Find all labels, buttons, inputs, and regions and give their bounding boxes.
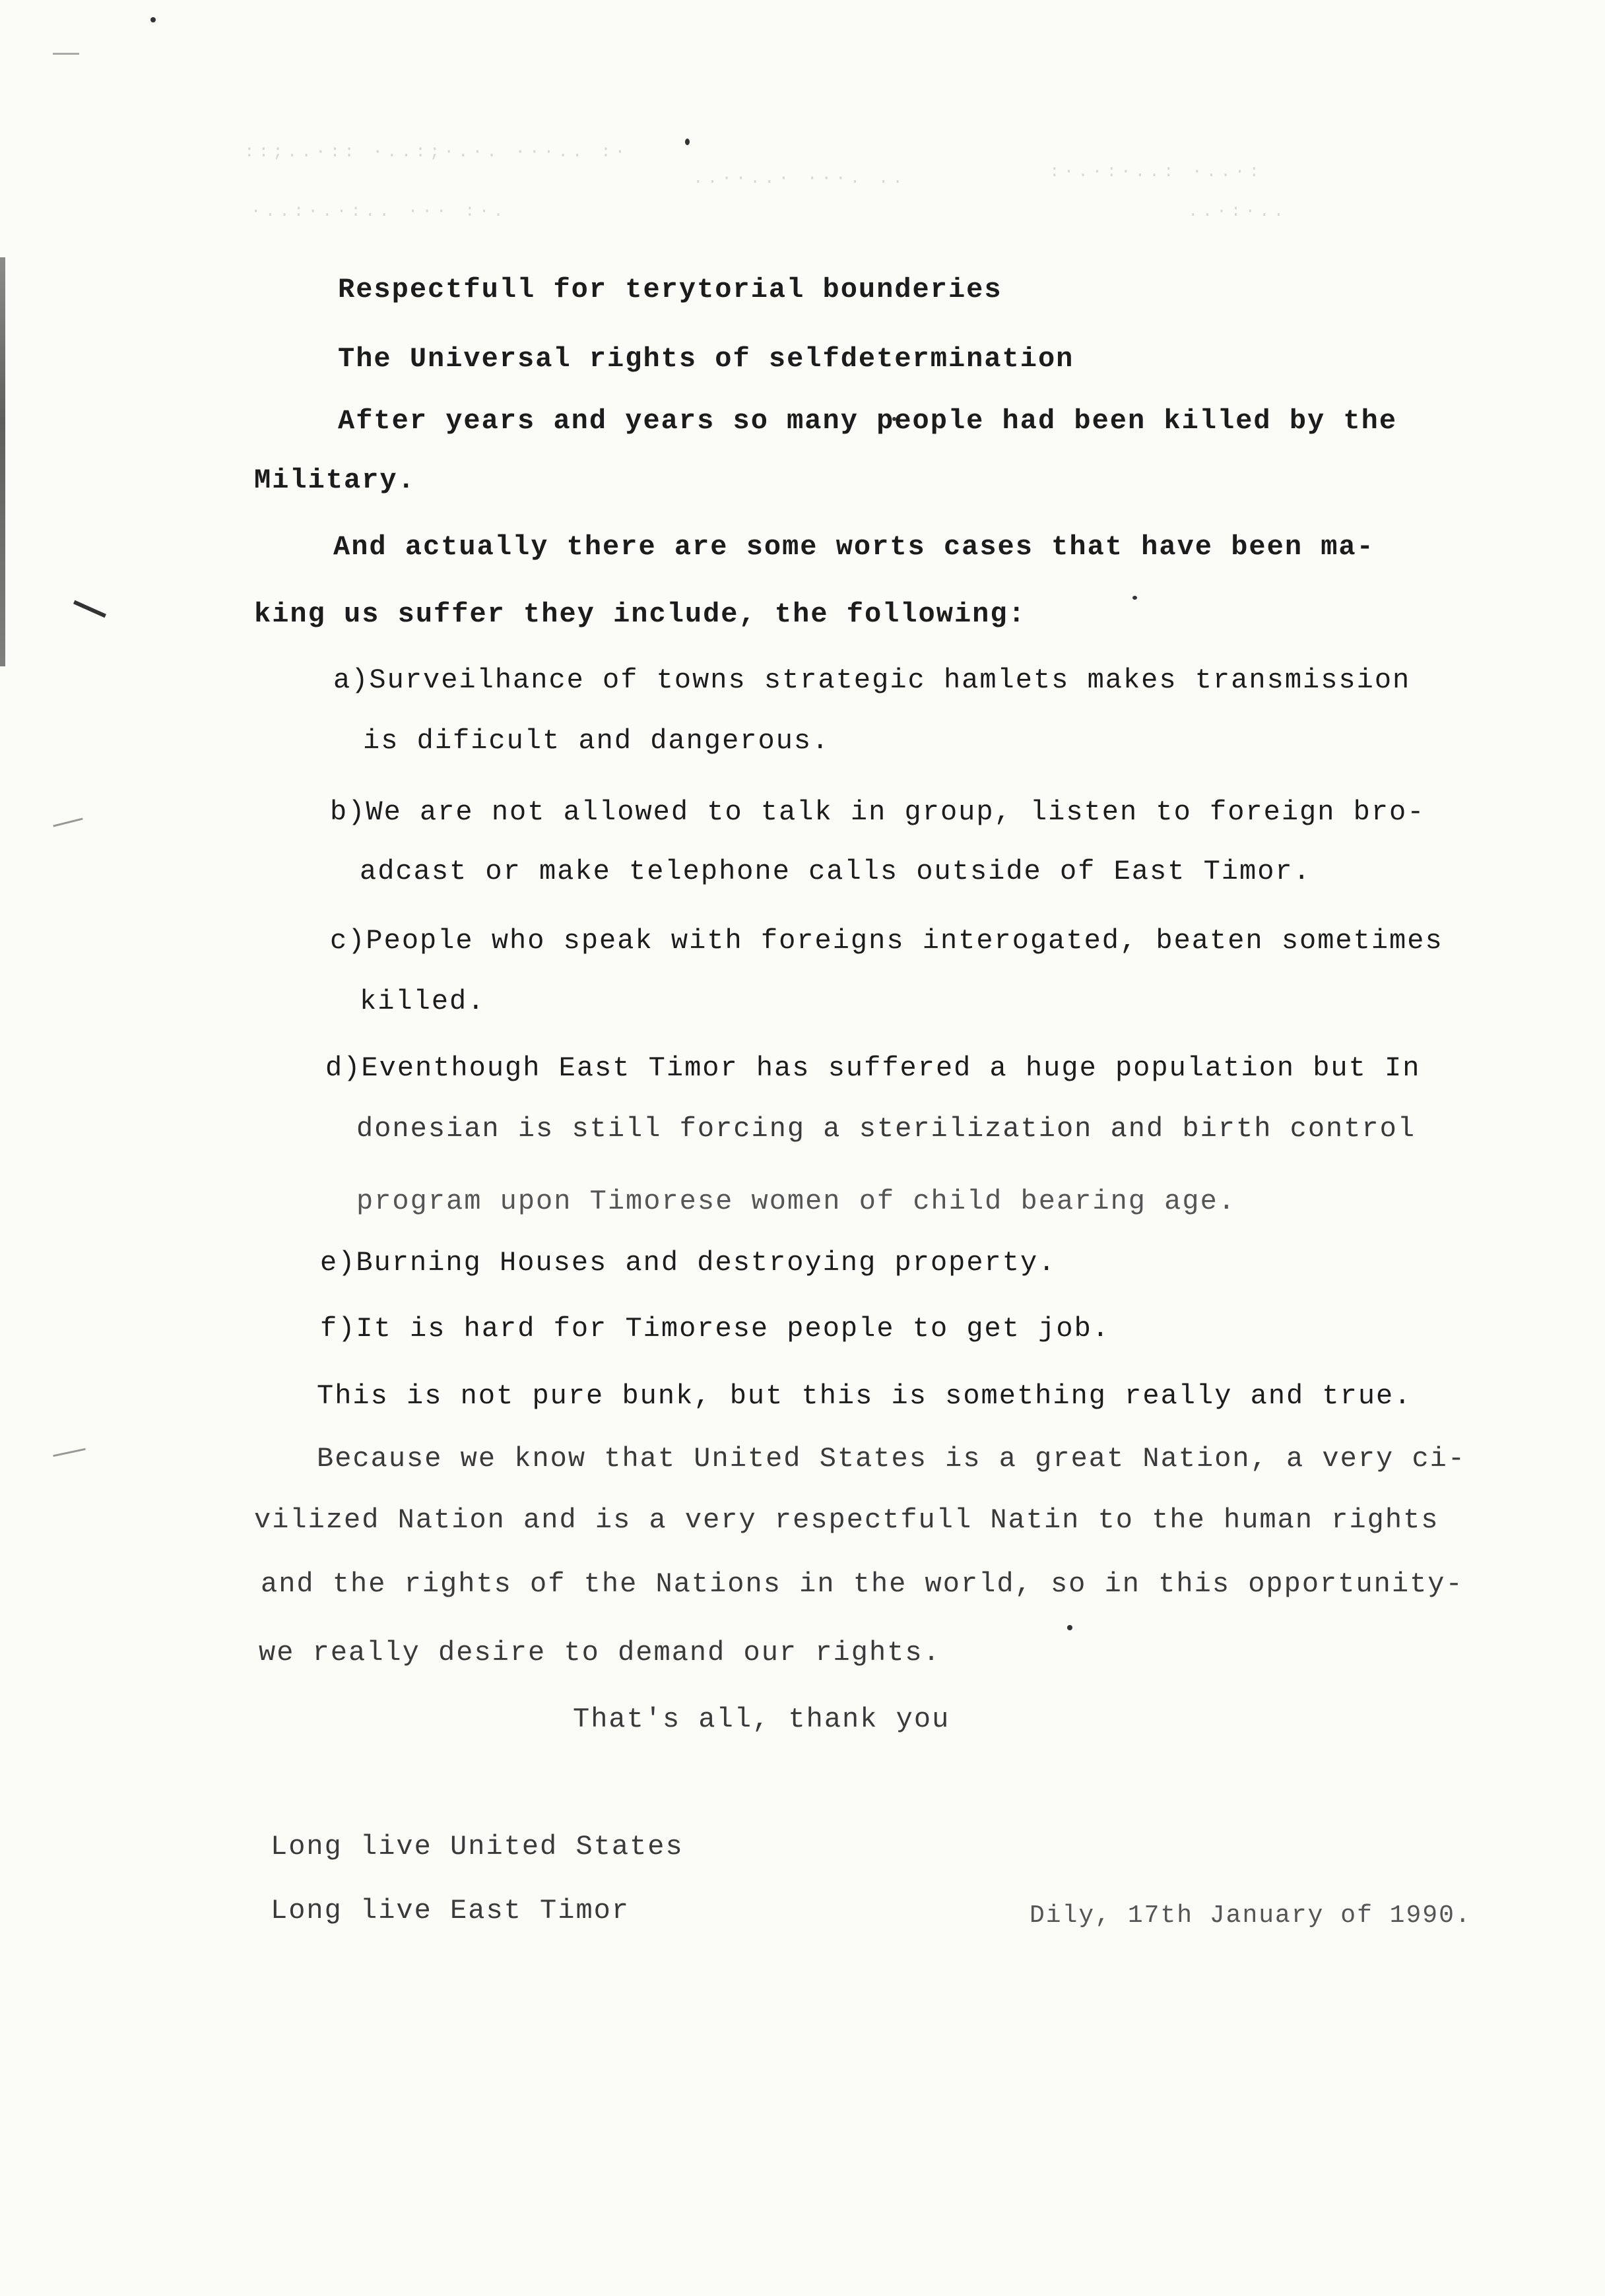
ink-speck [685,139,690,145]
list-item-a-line-1: a)Surveilhance of towns strategic hamlets makes transmission [333,664,1411,696]
intro-line-1: After years and years so many people had been killed by the [338,405,1398,437]
list-item-d-line-3: program upon Timorese women of child bearing age. [356,1186,1237,1217]
pen-mark [73,600,106,618]
list-item-e: e)Burning Houses and destroying property. [320,1247,1057,1279]
heading-territorial-boundaries: Respectfull for terytorial bounderies [338,274,1002,305]
pen-mark [53,53,79,55]
list-item-b-line-1: b)We are not allowed to talk in group, listen to foreign bro- [330,796,1425,828]
bleed-through-noise: ..·:·.. [1188,201,1288,221]
list-item-c-line-2: killed. [360,986,486,1017]
para2-line-2: king us suffer they include, the following: [254,598,1026,630]
list-item-b-line-2: adcast or make telephone calls outside of East Timor. [360,856,1311,887]
ink-speck [150,17,156,22]
pen-mark [53,1448,86,1457]
closing-line-2: Because we know that United States is a great Nation, a very ci- [317,1443,1466,1475]
closing-line-1: This is not pure bunk, but this is something really and true. [317,1380,1412,1412]
intro-line-2: Military. [254,464,416,496]
bleed-through-noise: :·.·:·..: ·..·: [1049,162,1264,181]
thanks-line: That's all, thank you [573,1704,950,1735]
list-item-f: f)It is hard for Timorese people to get job. [320,1313,1110,1345]
bleed-through-noise: ..··..· ···. .. [693,168,907,188]
list-item-d-line-2: donesian is still forcing a sterilization and birth control [356,1113,1416,1145]
closing-line-3: vilized Nation and is a very respectfull Natin to the human rights [254,1504,1439,1536]
heading-self-determination: The Universal rights of selfdetermination [338,343,1074,375]
bleed-through-noise: ::;..·:: ·..:;·.·. ···.. :· [244,142,630,162]
para2-line-1: And actually there are some worts cases that have been ma- [333,531,1375,563]
ink-speck [1067,1625,1072,1630]
scan-edge-mark [0,257,5,666]
bleed-through-noise: ·..:·.·:.. ··· :·. [251,201,508,221]
slogan-united-states: Long live United States [271,1831,684,1863]
ink-speck [1132,596,1137,600]
slogan-east-timor: Long live East Timor [271,1895,630,1927]
list-item-a-line-2: is dificult and dangerous. [363,725,830,757]
pen-mark [53,817,82,827]
closing-line-4: and the rights of the Nations in the world, so in this opportunity- [261,1568,1464,1600]
list-item-d-line-1: d)Eventhough East Timor has suffered a huge population but In [325,1052,1421,1084]
closing-line-5: we really desire to demand our rights. [259,1637,941,1669]
list-item-c-line-1: c)People who speak with foreigns interogated, beaten sometimes [330,925,1443,957]
date-line: Dily, 17th January of 1990. [1030,1901,1472,1930]
